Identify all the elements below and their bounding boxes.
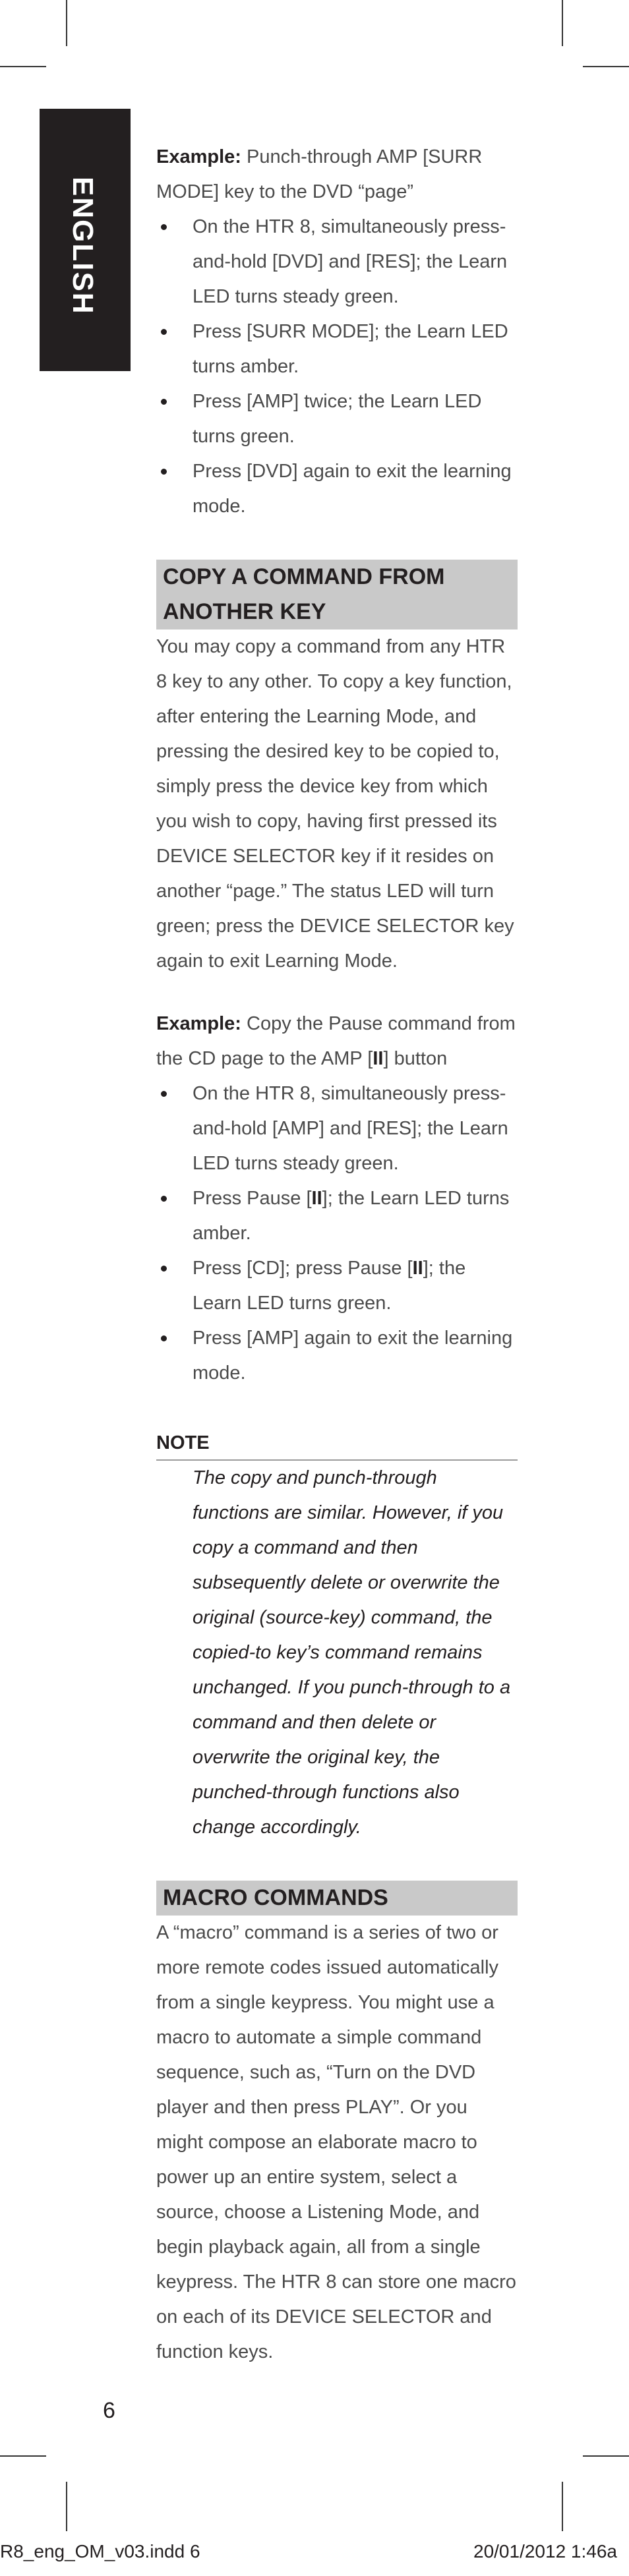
language-tab-label: ENGLISH xyxy=(67,177,99,315)
page-content xyxy=(156,140,518,2370)
crop-mark xyxy=(583,2455,629,2457)
crop-mark xyxy=(562,0,563,46)
section-heading-copy: COPY A COMMAND FROM ANOTHER KEY xyxy=(156,560,518,629)
punch-example-intro xyxy=(156,140,518,210)
list-item: Press [AMP] again to exit the learning mode. xyxy=(156,1321,518,1391)
pause-symbol: II xyxy=(311,1188,322,1209)
example-text: Copy the Pause command from the CD page to the AMP [ xyxy=(156,1013,516,1069)
crop-mark xyxy=(0,66,46,67)
copy-example-intro xyxy=(156,1007,518,1076)
note-title: NOTE xyxy=(156,1426,518,1461)
pause-symbol: II xyxy=(412,1258,423,1279)
crop-mark xyxy=(66,0,67,46)
list-item: Press [DVD] again to exit the learning mode. xyxy=(156,454,518,524)
example-text-end: ] button xyxy=(383,1048,448,1069)
copy-body: You may copy a command from any HTR 8 key to any other. To copy a key function, after entering the Learning Mode, and pressing the desired key to be copied to, simply press the device key from which you wish to copy, having first pressed its DEVICE SELECTOR key if it resides on another “page.” The status LED will turn green; press the DEVICE SELECTOR key again to exit Learning Mode. xyxy=(156,636,514,972)
step-text: Press Pause [ xyxy=(193,1188,312,1209)
page-number: 6 xyxy=(103,2398,115,2423)
step-text: Press [CD]; press Pause [ xyxy=(193,1258,413,1279)
list-item: Press [AMP] twice; the Learn LED turns green. xyxy=(156,384,518,454)
crop-mark xyxy=(583,66,629,67)
list-item: On the HTR 8, simultaneously press-and-hold [AMP] and [RES]; the Learn LED turns steady green. xyxy=(156,1076,518,1181)
macro-body: A “macro” command is a series of two or more remote codes issued automatically from a single keypress. You might use a macro to automate a simple command sequence, such as, “Turn on the DVD player and then press PLAY”. Or you might compose an elaborate macro to power up an entire system, select a source, choose a Listening Mode, and begin playback again, all from a single keypress. The HTR 8 can store one macro on each of its DEVICE SELECTOR and function keys. xyxy=(156,1922,516,2362)
crop-mark xyxy=(66,2482,67,2531)
slug-date: 20/01/2012 1:46a xyxy=(473,2541,617,2561)
punch-steps-list xyxy=(156,210,518,524)
list-item xyxy=(156,1181,518,1251)
crop-mark xyxy=(0,2455,46,2457)
list-item: On the HTR 8, simultaneously press-and-hold [DVD] and [RES]; the Learn LED turns steady green. xyxy=(156,210,518,314)
slug-filename: R8_eng_OM_v03.indd 6 xyxy=(0,2541,200,2561)
list-item xyxy=(156,1251,518,1321)
note-body: The copy and punch-through functions are similar. However, if you copy a command and then subsequently delete or overwrite the original (source-key) command, the copied-to key’s command remains unchanged. If you punch-through to a command and then delete or overwrite the original key, the punched-through functions also change accordingly. xyxy=(193,1467,511,1838)
step-text: ]; the Learn LED turns green. xyxy=(193,1258,466,1314)
step-text: ]; the Learn LED turns amber. xyxy=(193,1188,510,1244)
example-label: Example: xyxy=(156,1013,241,1034)
example-text: Punch-through AMP [SURR MODE] key to the DVD “page” xyxy=(156,146,483,202)
example-label: Example: xyxy=(156,146,241,167)
list-item: Press [SURR MODE]; the Learn LED turns amber. xyxy=(156,314,518,384)
pause-symbol: II xyxy=(373,1048,384,1069)
crop-mark xyxy=(562,2482,563,2531)
section-heading-macro: MACRO COMMANDS xyxy=(156,1881,518,1916)
copy-steps-list xyxy=(156,1076,518,1391)
